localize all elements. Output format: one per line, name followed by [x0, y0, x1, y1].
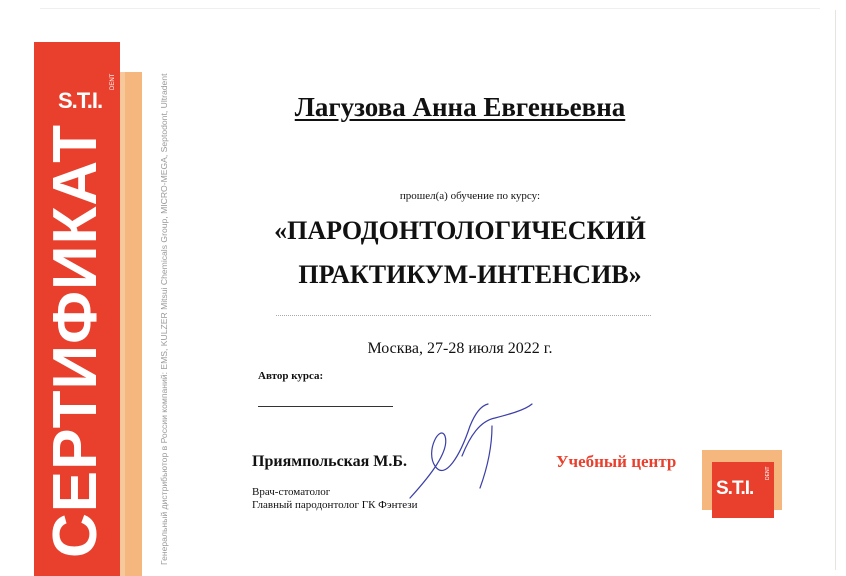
- certificate-title: СЕРТИФИКАТ: [41, 124, 110, 558]
- author-role-1: Врач-стоматолог: [252, 486, 331, 498]
- passed-text: прошел(а) обучение по курсу:: [399, 190, 541, 202]
- logo-sub-bottom: DENT: [765, 466, 771, 480]
- recipient-name: Лагузова Анна Евгеньевна: [294, 92, 626, 122]
- top-edge: [40, 8, 820, 9]
- training-center-label: Учебный центр: [556, 452, 677, 471]
- logo-text-bottom: S.T.I.: [716, 478, 754, 499]
- author-role-2: Главный пародонтолог ГК Фэнтези: [252, 499, 418, 511]
- logo-sub: DENT: [110, 73, 116, 90]
- author-name: Приямпольская М.Б.: [252, 453, 407, 470]
- distributor-text: Генеральный дистрибьютор в России компаний: EMS, KULZER Mitsui Chemicals Group, MICRO-MEGA, Septodont, Ultradent: [159, 73, 169, 565]
- course-title-line2: ПРАКТИКУМ-ИНТЕНСИВ»: [298, 260, 642, 289]
- band-stripe: [120, 72, 125, 576]
- right-edge: [835, 10, 836, 570]
- place-date: Москва, 27-28 июля 2022 г.: [367, 340, 553, 357]
- course-title-line1: «ПАРОДОНТОЛОГИЧЕСКИЙ: [274, 216, 646, 245]
- logo-text: S.T.I.: [58, 88, 103, 113]
- sti-logo-bottom: [702, 450, 782, 520]
- dotted-divider: [276, 315, 651, 316]
- signature-line: [258, 406, 393, 407]
- signature-icon: [400, 396, 540, 506]
- author-label: Автор курса:: [258, 370, 324, 382]
- sti-logo-top: [58, 73, 122, 126]
